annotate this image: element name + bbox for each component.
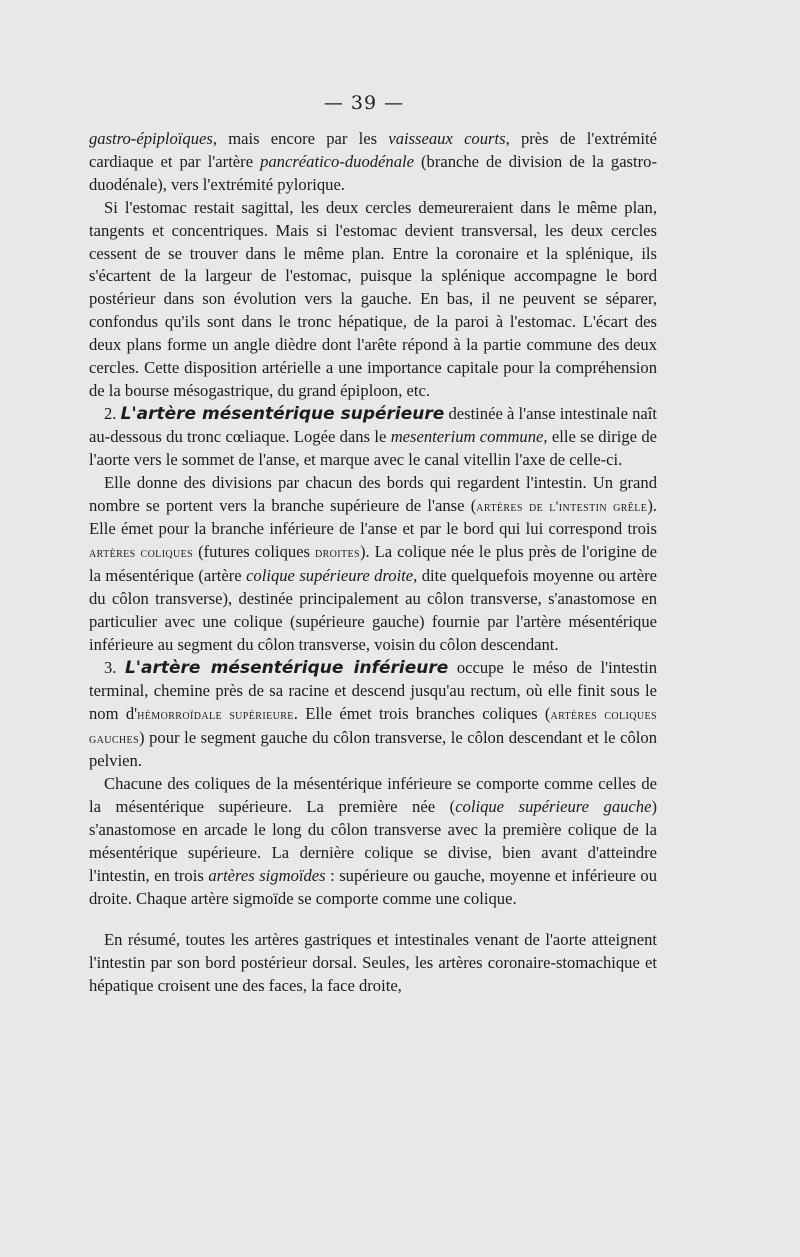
paragraph (89, 128, 657, 197)
text-run: ). Elle émet pour la branche inférieure de l'anse et par le bord qui lui correspond trois (89, 495, 657, 539)
text-run: En résumé, toutes les artères gastriques et intestinales venant de l'aorte atteignent l'intestin par son bord postérieur dorsal. Seules, les artères coronaire-stomachique et hépatique croisent une des faces, la face droite, (89, 929, 657, 995)
text-run: vaisseaux courts (388, 129, 506, 148)
paragraph (89, 403, 657, 472)
text-run: colique supérieure gauche (455, 797, 652, 817)
text-run: artères coliques gauches (89, 706, 657, 747)
paragraph (89, 197, 657, 403)
text-run: artères coliques (89, 545, 194, 562)
text-run: colique supérieure droite (246, 566, 414, 586)
text-run: mesenterium commune (390, 426, 544, 446)
text-run: : supérieure ou gauche, moyenne et inférieure ou droite. Chaque artère sigmoïde se comporte comme une colique. (89, 866, 658, 908)
section-heading: L'artère mésentérique inférieure (124, 657, 449, 678)
text-run: Si l'estomac restait sagittal, les deux cercles demeureraient dans le même plan, tangents et concentriques. Mais si l'estomac devient transversal, les deux cercles cessent de se trouver dans le même plan. Entre la coronaire et la splénique, ils s'écartent de la largeur de l'estomac, puisque la splénique accompagne le bord postérieur dans son évolution vers la gauche. En bas, il ne peuvent se séparer, confondus qu'ils sont dans le tronc hépatique, de la paroi à l'estomac. L'écart des deux plans forme un angle dièdre dont l'arête répond à la partie commune des deux cercles. Cette disposition artérielle a une importance capitale pour la compréhension de la bourse mésogastrique, du grand épiploon, etc. (89, 197, 657, 400)
text-run: , dite quelquefois moyenne ou artère du côlon transverse), destinée principalement au côlon transverse, s'anastomose en particulier avec une colique (supérieure gauche) fournie par l'artère mésentérique inférieure au segment du côlon transverse, voisin du côlon descendant. (89, 566, 658, 654)
paragraph (89, 773, 657, 910)
text-run: artères de l'intestin grêle (476, 498, 648, 515)
text-run: , mais encore par les (212, 129, 389, 148)
text-run: hémorroïdale supérieure (137, 706, 294, 723)
text-run: (futures coliques (193, 542, 315, 562)
paragraph (89, 657, 657, 774)
text-run: destinée à l'anse intestinale naît au-dessous du tronc cœliaque. Logée dans le (89, 403, 657, 446)
text-run: occupe le méso de l'intestin terminal, chemine près de sa racine et descend jusqu'au rectum, où elle finit sous le nom d' (89, 657, 658, 723)
text-run: artères sigmoïdes (208, 866, 326, 885)
text-run: 3. (104, 657, 125, 677)
section-heading: L'artère mésentérique supérieure (120, 403, 445, 424)
text-run: , elle se dirige de l'aorte vers le sommet de l'anse, et marque avec le canal vitellin l'axe de celle-ci. (89, 426, 657, 469)
text-run: droites (314, 545, 360, 562)
text-run: Elle donne des divisions par chacun des bords qui regardent l'intestin. Un grand nombre se portent vers la branche supérieure de l'anse ( (89, 472, 657, 515)
text-run: Chacune des coliques de la mésentérique inférieure se comporte comme celles de la mésentérique supérieure. La première née ( (89, 774, 657, 817)
text-run: 2. (104, 403, 121, 423)
text-run: (branche de division de la gastro-duodénale), vers l'extrémité pylorique. (89, 151, 657, 194)
text-run: ) pour le segment gauche du côlon transverse, le côlon descendant et le côlon pelvien. (89, 727, 657, 771)
page-number: — 39 — (323, 92, 405, 114)
text-run: ) s'anastomose en arcade le long du côlon transverse avec la première colique de la mésentérique supérieure. La dernière colique se divise, bien avant d'atteindre l'intestin, en trois (89, 797, 657, 885)
text-run: pancréatico-duodénale (260, 151, 414, 171)
paragraph (89, 472, 657, 657)
text-run: . Elle émet trois branches coliques ( (293, 703, 551, 723)
text-run: ). La colique née le plus près de l'origine de la mésentérique (artère (89, 542, 657, 586)
text-run: , près de l'extrémité cardiaque et par l'artère (89, 129, 657, 171)
body-text (89, 128, 657, 998)
text-run: gastro-épiploïques (89, 129, 213, 148)
paragraph (89, 929, 657, 998)
